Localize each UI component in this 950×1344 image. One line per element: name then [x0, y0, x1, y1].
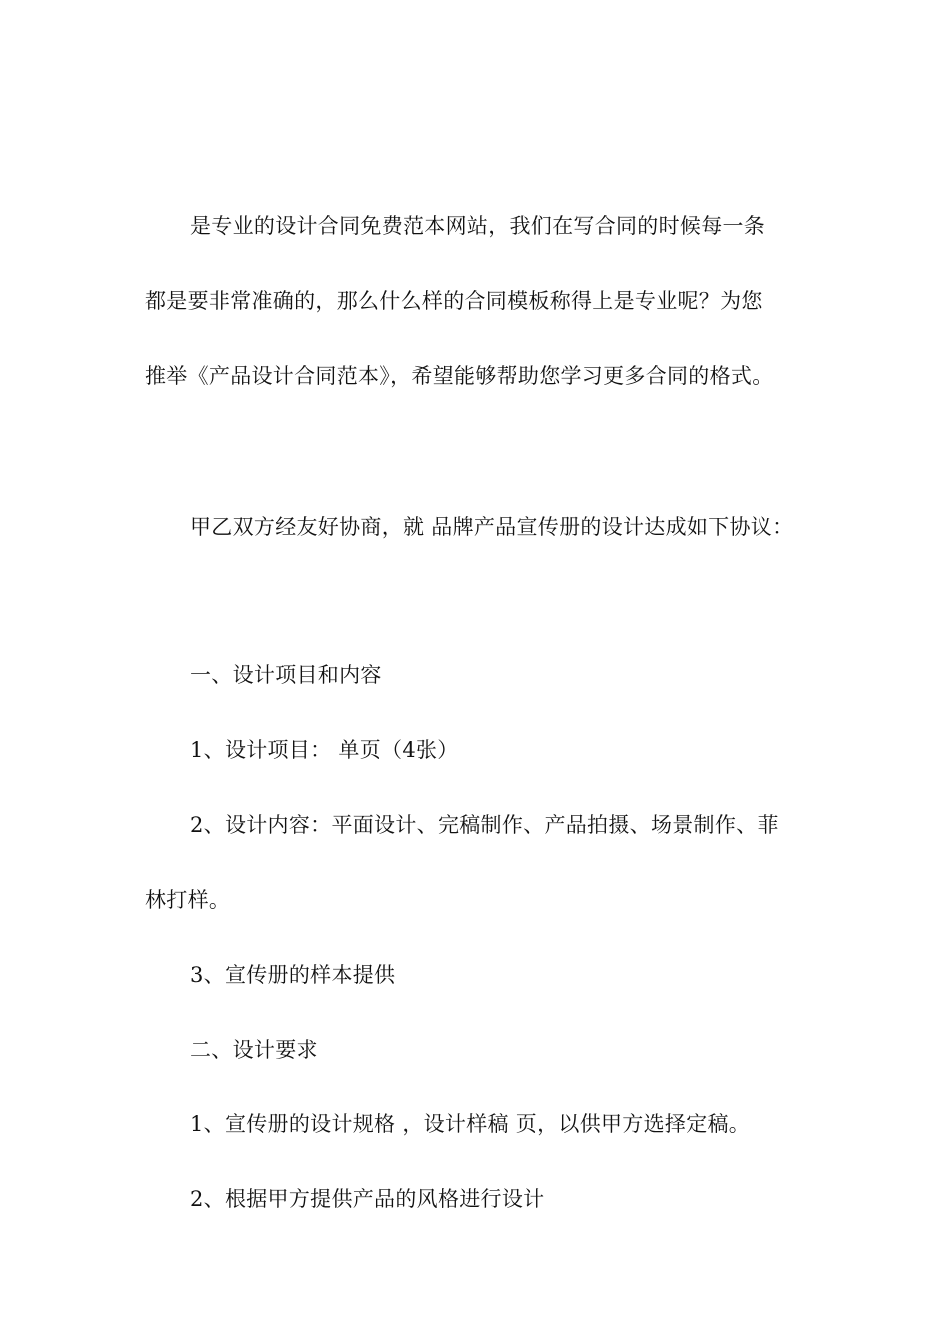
section-1-item-2-line-2: 林打样。 [145, 888, 231, 912]
section-2-heading: 二、设计要求 [190, 1038, 318, 1062]
section-2-item-2: 2、根据甲方提供产品的风格进行设计 [190, 1187, 545, 1211]
intro-line-1: 是专业的设计合同免费范本网站，我们在写合同的时候每一条 [190, 214, 766, 238]
agreement-line: 甲乙双方经友好协商，就 品牌产品宣传册的设计达成如下协议： [190, 515, 794, 539]
section-1-item-3: 3、宣传册的样本提供 [190, 963, 396, 987]
section-2-item-1: 1、宣传册的设计规格 ，设计样稿 页，以供甲方选择定稿。 [190, 1112, 751, 1136]
section-1-item-2-line-1: 2、设计内容：平面设计、完稿制作、产品拍摄、场景制作、菲 [190, 813, 779, 837]
section-1-item-1: 1、设计项目： 单页（4张） [190, 738, 459, 762]
section-1-heading: 一、设计项目和内容 [190, 663, 382, 687]
intro-line-3: 推举《产品设计合同范本》，希望能够帮助您学习更多合同的格式。 [145, 364, 774, 388]
intro-line-2: 都是要非常准确的，那么什么样的合同模板称得上是专业呢？为您 [145, 289, 763, 313]
